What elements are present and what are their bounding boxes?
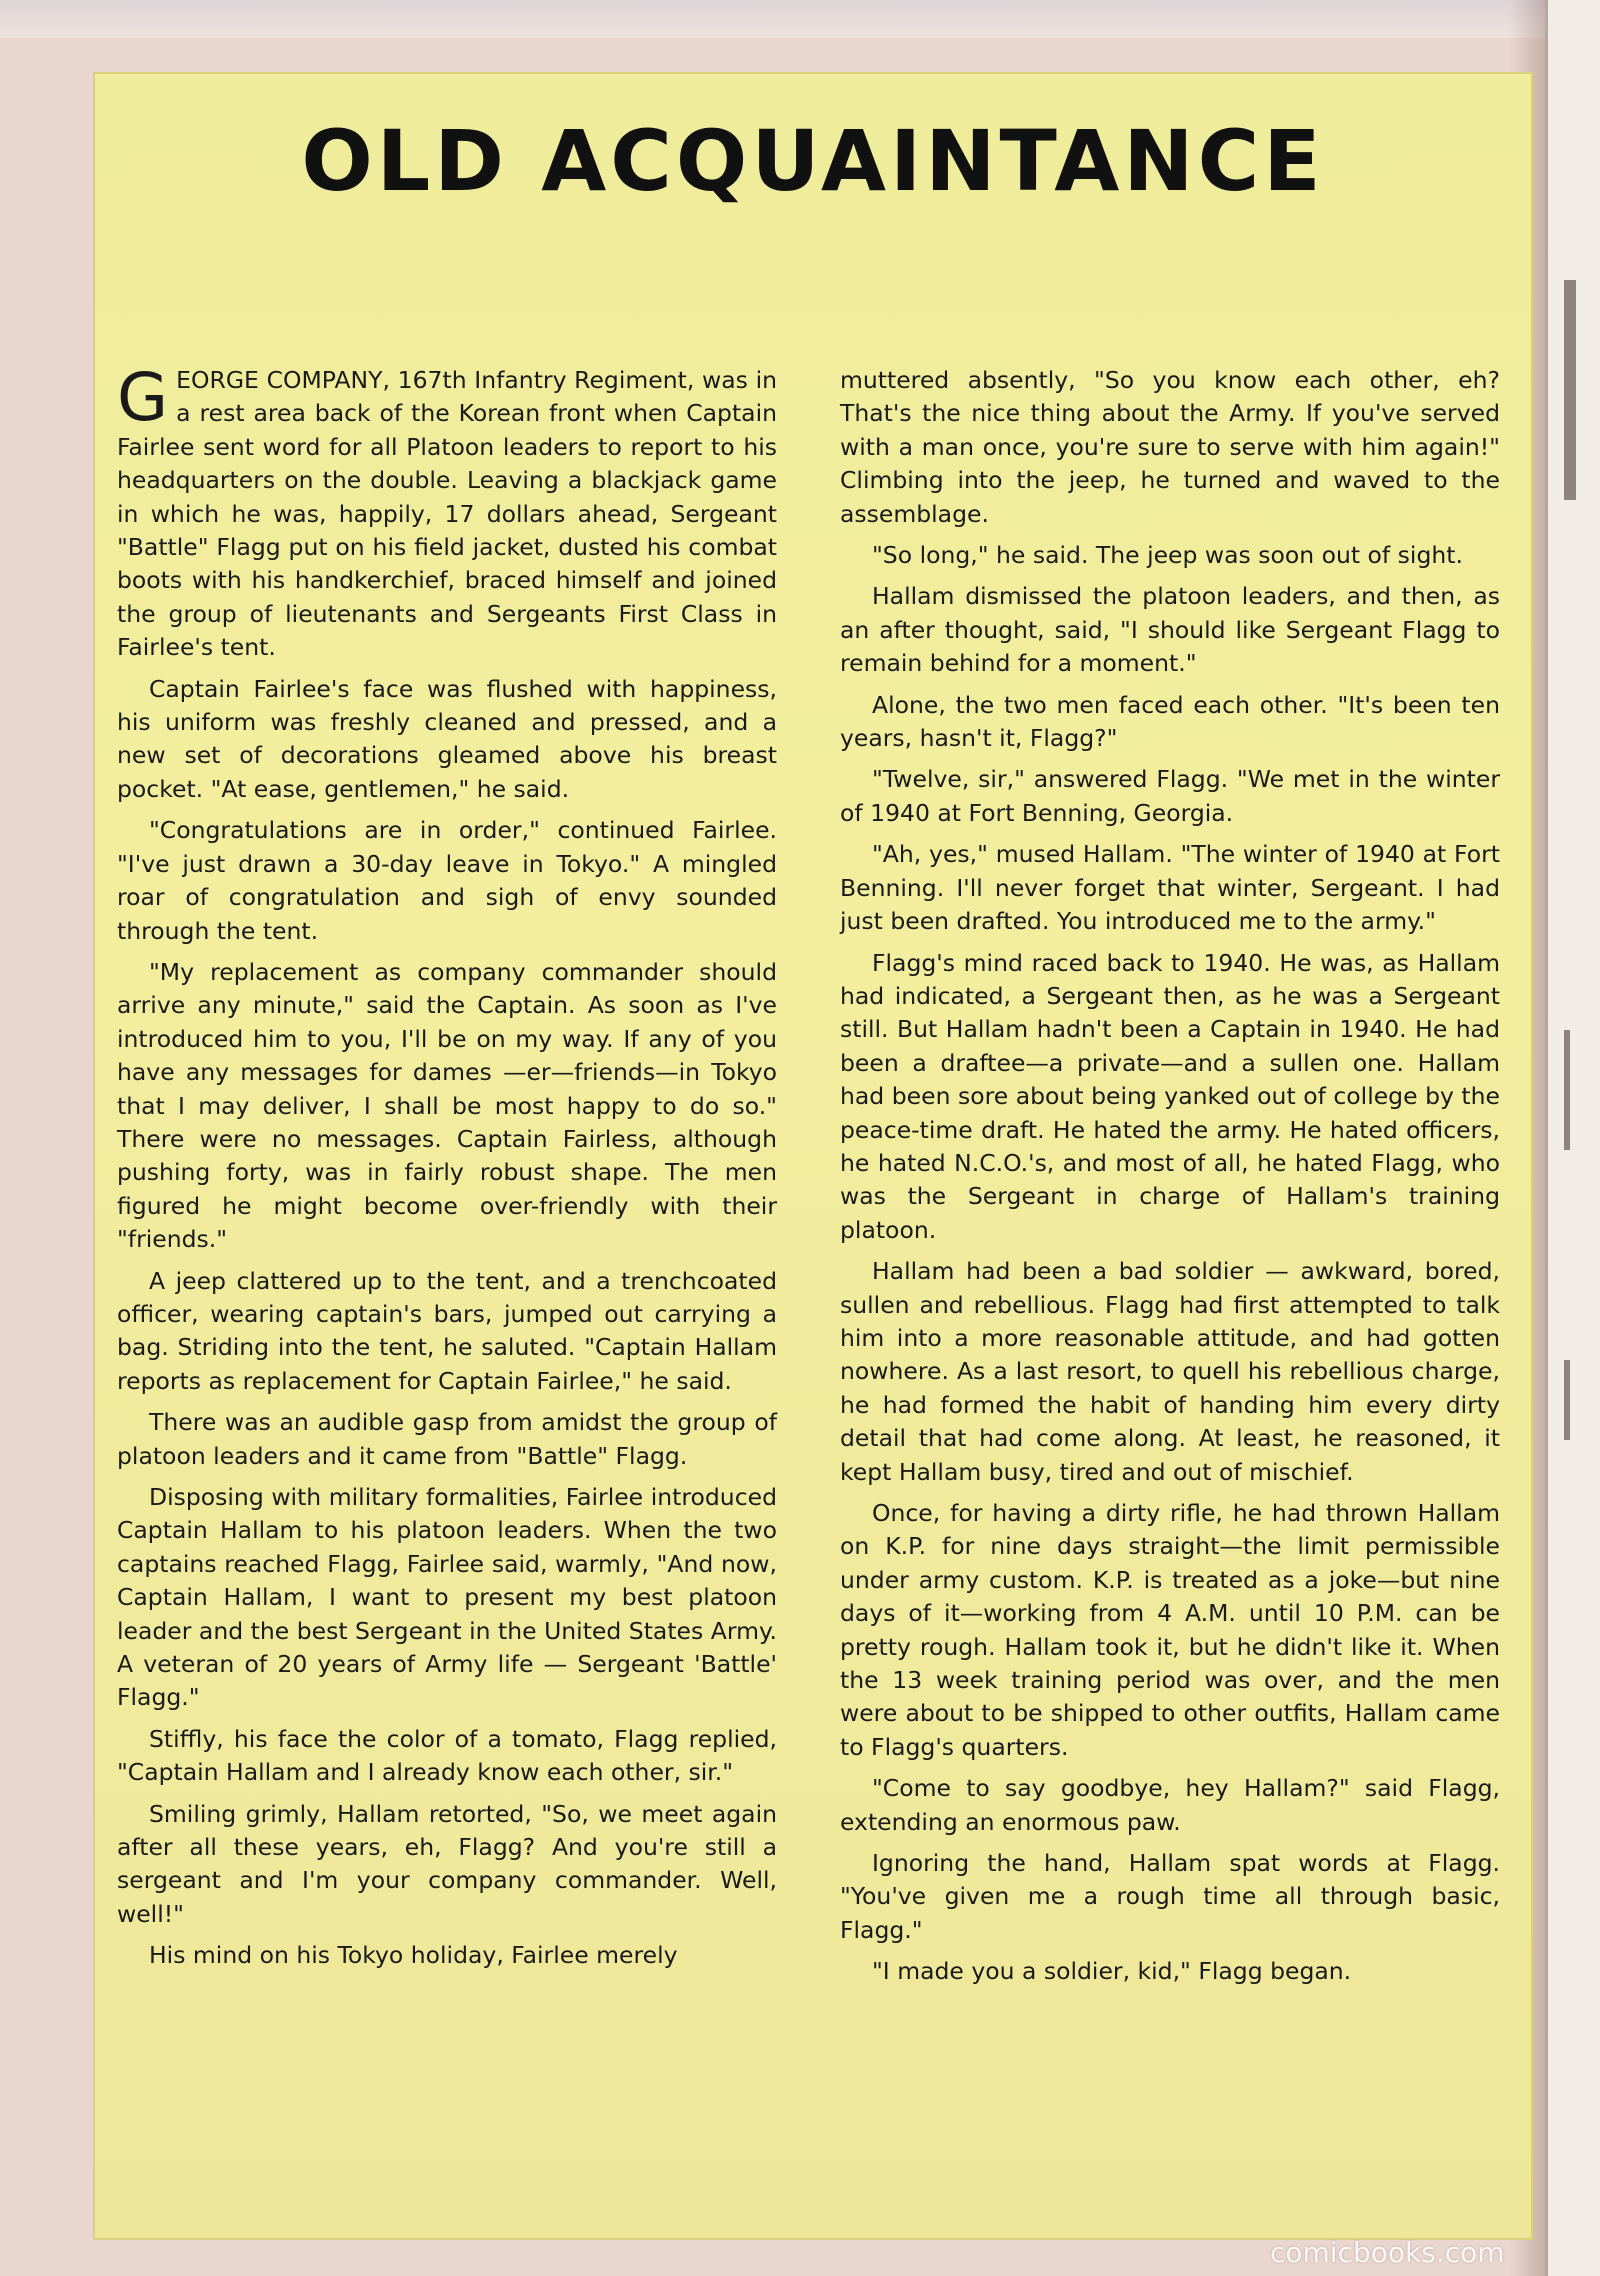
story-paragraph: muttered absently, "So you know each other, eh? That's the nice thing about the Army. If you've served with a man once, you're sure to serve with him again!" Climbing into the jeep, he turned and waved to the assemblage. (840, 366, 1500, 528)
story-paragraph: Ignoring the hand, Hallam spat words at Flagg. "You've given me a rough time all through basic, Flagg." (840, 1849, 1500, 1944)
story-paragraph: His mind on his Tokyo holiday, Fairlee merely (149, 1941, 678, 1970)
story-title: OLD ACQUAINTANCE (301, 112, 1325, 210)
facing-page-bleed (1564, 280, 1576, 500)
story-paragraph: "Come to say goodbye, hey Hallam?" said Flagg, extending an enormous paw. (840, 1774, 1500, 1836)
page-top-margin (0, 0, 1545, 38)
facing-page-bleed (1564, 1030, 1570, 1150)
story-paragraph: "Ah, yes," mused Hallam. "The winter of 1940 at Fort Benning. I'll never forget that winter, Sergeant. I had just been drafted. You introduced me to the army." (840, 840, 1500, 936)
story-paragraph: Hallam had been a bad soldier — awkward, bored, sullen and rebellious. Flagg had first attempted to talk him into a more reasonable attitude, and had gotten nowhere. As a last resort, to quell his rebellious charge, he had formed the habit of handing him every dirty detail that had come along. At least, he reasoned, it kept Hallam busy, tired and out of mischief. (840, 1257, 1500, 1486)
story-paragraph: Smiling grimly, Hallam retorted, "So, we meet again after all these years, eh, Flagg? And you're still a sergeant and I'm your company commander. Well, well!" (117, 1799, 777, 1928)
facing-page-bleed (1564, 1360, 1570, 1440)
story-paragraph: "Congratulations are in order," continued Fairlee. "I've just drawn a 30-day leave in Tokyo." A mingled roar of congratulation and sigh of envy sounded through the tent. (117, 816, 777, 945)
story-paragraph: Alone, the two men faced each other. "It's been ten years, hasn't it, Flagg?" (840, 690, 1500, 753)
drop-cap: G (117, 359, 169, 436)
story-paragraph: Stiffly, his face the color of a tomato, Flagg replied, "Captain Hallam and I already know each other, sir." (117, 1724, 777, 1787)
story-paragraph: Once, for having a dirty rifle, he had thrown Hallam on K.P. for nine days straight—the limit permissible under army custom. K.P. is treated as a joke—but nine days of it—working from 4 A.M. until 10 P.M. can be pretty rough. Hallam took it, but he didn't like it. When the 13 week training period was over, and the men were about to be shipped to other outfits, Hallam came to Flagg's quarters. (840, 1499, 1500, 1761)
story-paragraph: GEORGE COMPANY, 167th Infantry Regiment, was in a rest area back of the Korean front when Captain Fairlee sent word for all Platoon leaders to report to his headquarters on the double. Leaving a blackjack game in which he was, happily, 17 dollars ahead, Sergeant "Battle" Flagg put on his field jacket, dusted his combat boots with his handkerchief, braced himself and joined the group of lieutenants and Sergeants First Class in Fairlee's tent. (117, 359, 777, 662)
story-paragraph: "My replacement as company commander should arrive any minute," said the Captain. As soon as I've introduced him to you, I'll be on my way. If any of you have any messages for dames —er—friends—in Tokyo that I may deliver, I shall be most happy to do so." There were no messages. Captain Fairless, although pushing forty, was in fairly robust shape. The men figured he might become over-friendly with their "friends." (117, 957, 777, 1254)
story-paragraph: Disposing with military formalities, Fairlee introduced Captain Hallam to his platoon leaders. When the two captains reached Flagg, Fairlee said, warmly, "And now, Captain Hallam, I want to present my best platoon leader and the best Sergeant in the United States Army. A veteran of 20 years of Army life — Sergeant 'Battle' Flagg." (117, 1483, 777, 1712)
story-paragraph: Captain Fairlee's face was flushed with happiness, his uniform was freshly cleaned and pressed, and a new set of decorations gleamed above his breast pocket. "At ease, gentlemen," he said. (117, 674, 777, 803)
story-paragraph: Flagg's mind raced back to 1940. He was, as Hallam had indicated, a Sergeant then, as he was a Sergeant still. But Hallam hadn't been a Captain in 1940. He had been a draftee—a private—and a sullen one. Hallam had been sore about being yanked out of college by the peace-time draft. He hated the army. He hated officers, he hated N.C.O.'s, and most of all, he hated Flagg, who was the Sergeant in charge of Hallam's training platoon. (840, 948, 1500, 1244)
story-paragraph: Hallam dismissed the platoon leaders, and then, as an after thought, said, "I should like Sergeant Flagg to remain behind for a moment." (840, 582, 1500, 678)
story-column-left (117, 359, 777, 1981)
story-column-right (840, 364, 1500, 1997)
story-panel (93, 72, 1533, 2240)
watermark: comicbooks.com (1270, 2236, 1505, 2269)
story-paragraph: "So long," he said. The jeep was soon out of sight. (872, 541, 1463, 570)
story-paragraph: There was an audible gasp from amidst the group of platoon leaders and it came from "Battle" Flagg. (117, 1408, 777, 1470)
story-paragraph: "Twelve, sir," answered Flagg. "We met in the winter of 1940 at Fort Benning, Georgia. (840, 765, 1500, 827)
story-paragraph: "I made you a soldier, kid," Flagg began. (872, 1957, 1352, 1986)
story-paragraph: A jeep clattered up to the tent, and a trenchcoated officer, wearing captain's bars, jumped out carrying a bag. Striding into the tent, he saluted. "Captain Hallam reports as replacement for Captain Fairlee," he said. (117, 1266, 777, 1395)
facing-page-edge (1545, 0, 1600, 2276)
